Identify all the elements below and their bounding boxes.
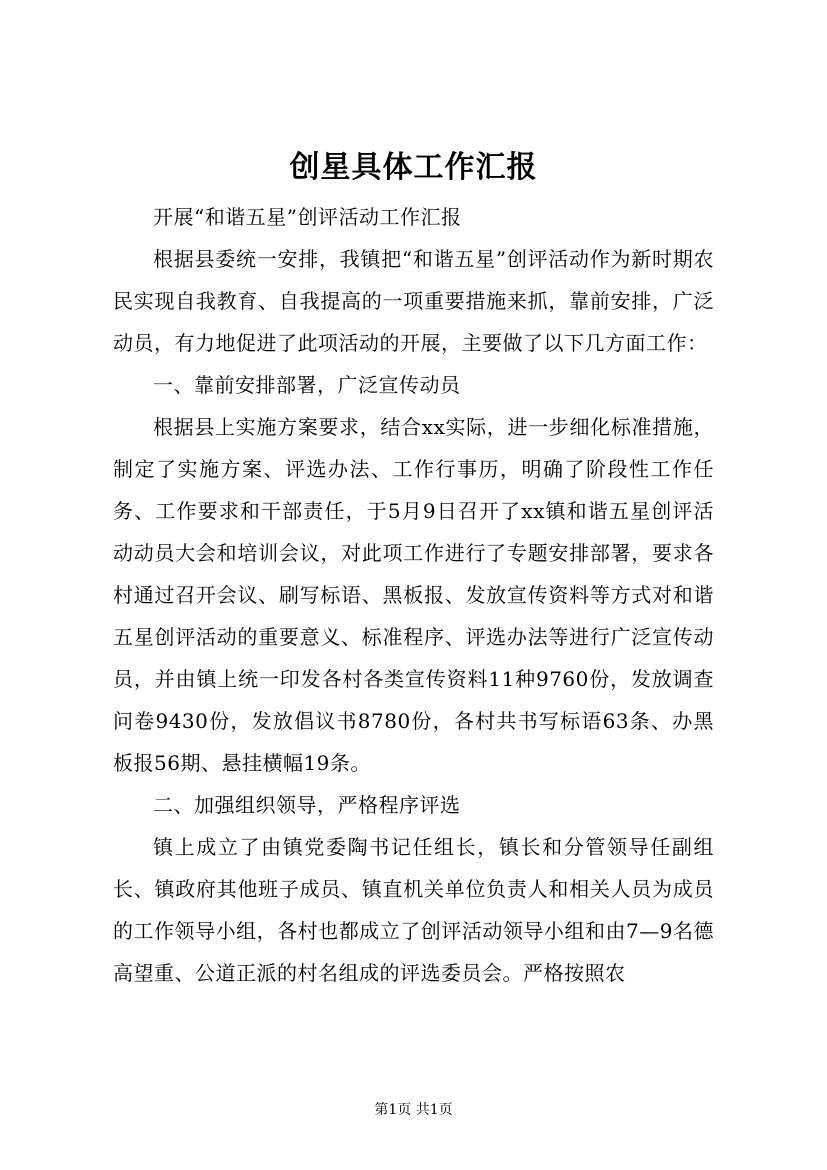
document-title: 创星具体工作汇报: [289, 150, 538, 185]
section-heading-2: 二、加强组织领导，严格程序评选: [153, 793, 461, 817]
section-2-paragraph: 镇上成立了由镇党委陶书记任组长，镇长和分管领导任副组长、镇政府其他班子成员、镇直机关单位负责人和相关人员为成员的工作领导小组，各村也都成立了创评活动领导小组和由7—9名德高望重、公道正派的村名组成的评选委员会。严格按照农: [113, 835, 714, 985]
section-1-paragraph: 根据县上实施方案要求，结合xx实际，进一步细化标准措施，制定了实施方案、评选办法、工作行事历，明确了阶段性工作任务、工作要求和干部责任，于5月9日召开了xx镇和谐五星创评活动动员大会和培训会议，对此项工作进行了专题安排部署，要求各村通过召开会议、刷写标语、黑板报、发放宣传资料等方式对和谐五星创评活动的重要意义、标准程序、评选办法等进行广泛宣传动员，并由镇上统一印发各村各类宣传资料11种9760份，发放调查问卷9430份，发放倡议书8780份，各村共书写标语63条、办黑板报56期、悬挂横幅19条。: [113, 415, 714, 775]
page-footer: 第1页 共1页: [374, 1102, 453, 1118]
intro-paragraph: 根据县委统一安排，我镇把“和谐五星”创评活动作为新时期农民实现自我教育、自我提高的一项重要措施来抓，靠前安排，广泛动员，有力地促进了此项活动的开展，主要做了以下几方面工作：: [113, 247, 714, 355]
section-heading-1: 一、靠前安排部署，广泛宣传动员: [153, 373, 461, 397]
subtitle-paragraph: 开展“和谐五星”创评活动工作汇报: [153, 205, 462, 229]
